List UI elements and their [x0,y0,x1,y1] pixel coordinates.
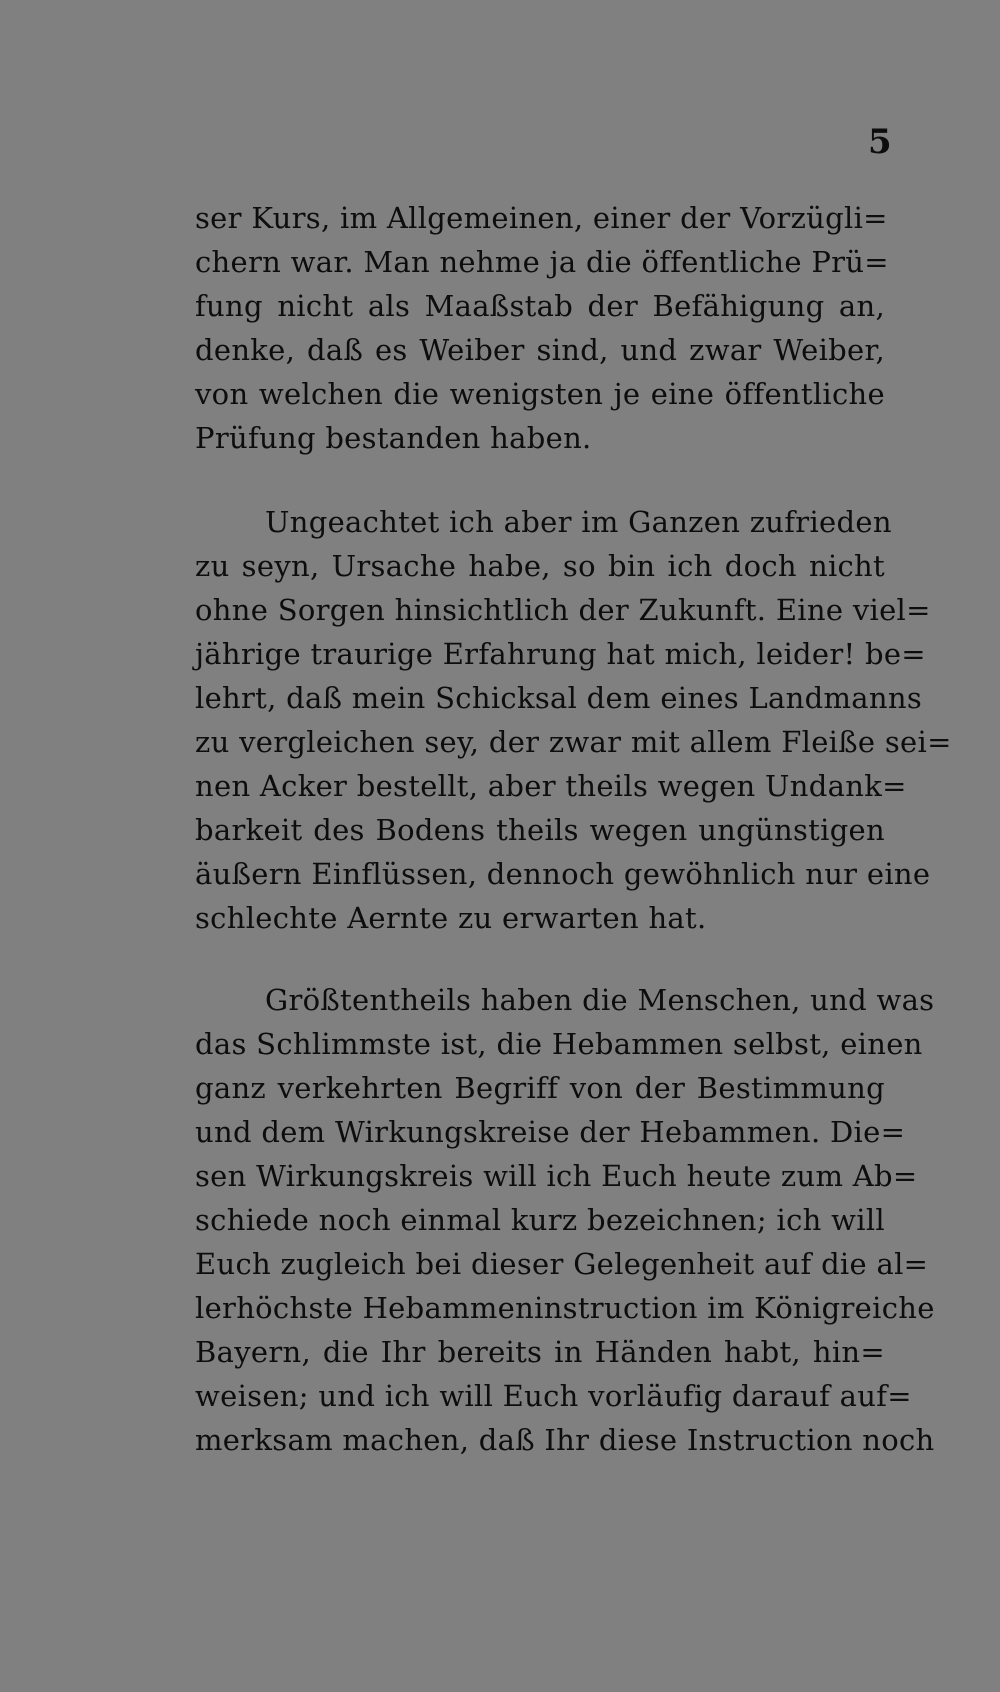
text-line: ganz verkehrten Begriff von der Bestimmung [195,1071,885,1105]
text-line: ser Kurs, im Allgemeinen, einer der Vorzügli= [195,201,888,235]
text-line: ohne Sorgen hinsichtlich der Zukunft. Eine viel= [195,593,931,627]
text-line: Ungeachtet ich aber im Ganzen zufrieden [265,505,892,539]
text-line: Euch zugleich bei dieser Gelegenheit auf die al= [195,1247,929,1281]
paragraph-spacer [195,460,885,500]
text-line: das Schlimmste ist, die Hebammen selbst, einen [195,1027,923,1061]
text-line: chern war. Man nehme ja die öffentliche Prü= [195,245,889,279]
text-line: äußern Einflüssen, dennoch gewöhnlich nur eine [195,857,931,891]
text-line: von welchen die wenigsten je eine öffentliche [195,377,885,411]
text-line: fung nicht als Maaßstab der Befähigung an, [195,289,885,323]
text-line: Prüfung bestanden haben. [195,421,592,455]
paragraph-2 [195,500,952,940]
text-line: barkeit des Bodens theils wegen ungünstigen [195,813,885,847]
text-line: schiede noch einmal kurz bezeichnen; ich will [195,1203,885,1237]
page-number: 5 [868,122,892,162]
text-line: und dem Wirkungskreise der Hebammen. Die= [195,1115,906,1149]
text-line: weisen; und ich will Euch vorläufig darauf auf= [195,1379,912,1413]
body-text [195,196,952,1462]
text-line: merksam machen, daß Ihr diese Instruction noch [195,1423,935,1457]
text-line: denke, daß es Weiber sind, und zwar Weiber, [195,333,885,367]
text-line: Bayern, die Ihr bereits in Händen habt, hin= [195,1335,885,1369]
text-line: zu seyn, Ursache habe, so bin ich doch nicht [195,549,885,583]
text-line: schlechte Aernte zu erwarten hat. [195,901,707,935]
text-line: sen Wirkungskreis will ich Euch heute zum Ab= [195,1159,918,1193]
text-line: zu vergleichen sey, der zwar mit allem Fleiße sei= [195,725,952,759]
text-line: lerhöchste Hebammeninstruction im Königreiche [195,1291,935,1325]
paragraph-3 [195,978,935,1462]
text-line: nen Acker bestellt, aber theils wegen Undank= [195,769,907,803]
text-line: Größtentheils haben die Menschen, und was [265,983,935,1017]
paragraph-spacer [195,940,885,978]
paragraph-1 [195,196,889,460]
text-line: jährige traurige Erfahrung hat mich, leider! be= [195,637,926,671]
text-line: lehrt, daß mein Schicksal dem eines Landmanns [195,681,923,715]
